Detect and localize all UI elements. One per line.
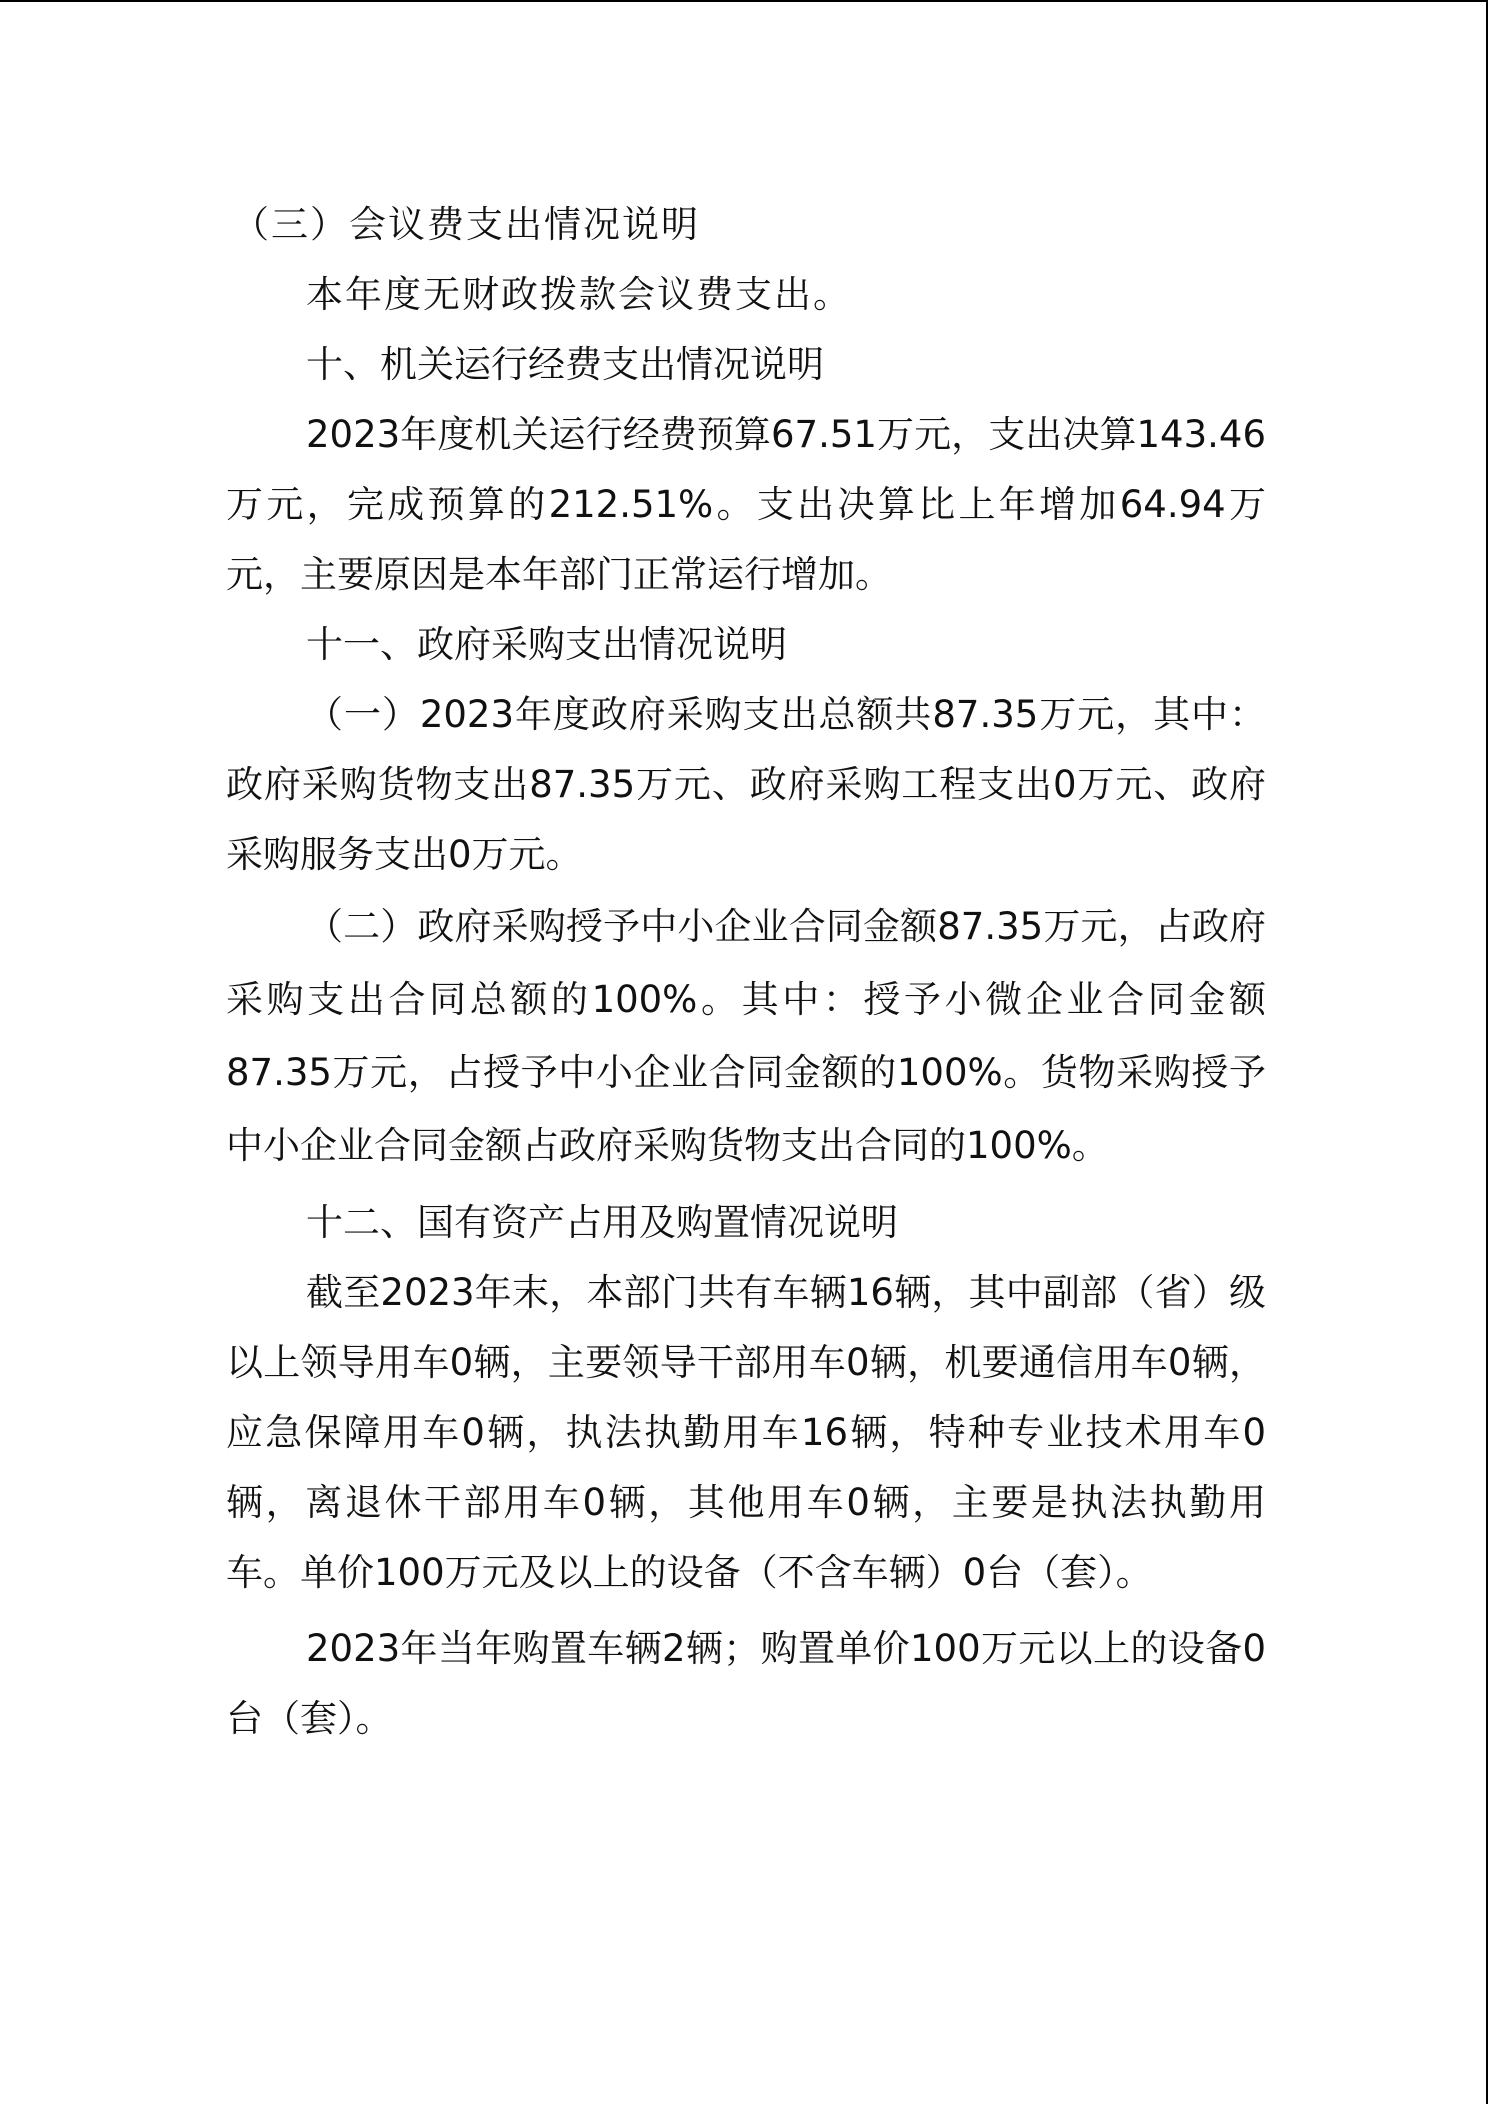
document-page	[226, 190, 1266, 1754]
meeting-expense-body: 本年度无财政拨款会议费支出。	[306, 273, 852, 316]
operating-expense-heading: 十、机关运行经费支出情况说明	[306, 343, 824, 386]
procurement-sme-paragraph: （二）政府采购授予中小企业合同金额87.35万元，占政府采购支出合同总额的100%。其中：授予小微企业合同金额87.35万元，占授予中小企业合同金额的100%。货物采购授予中小企业合同金额占政府采购货物支出合同的100%。	[226, 905, 1266, 1167]
operating-expense-body: 2023年度机关运行经费预算67.51万元，支出决算143.46万元，完成预算的212.51%。支出决算比上年增加64.94万元，主要原因是本年部门正常运行增加。	[226, 413, 1266, 596]
assets-purchase-paragraph: 2023年当年购置车辆2辆；购置单价100万元以上的设备0台（套）。	[226, 1627, 1266, 1740]
meeting-expense-heading: （三）会议费支出情况说明	[232, 203, 700, 246]
procurement-total-paragraph: （一）2023年度政府采购支出总额共87.35万元，其中：政府采购货物支出87.35万元、政府采购工程支出0万元、政府采购服务支出0万元。	[226, 693, 1266, 876]
assets-heading: 十二、国有资产占用及购置情况说明	[306, 1201, 898, 1244]
assets-vehicles-paragraph: 截至2023年末，本部门共有车辆16辆，其中副部（省）级以上领导用车0辆，主要领导干部用车0辆，机要通信用车0辆，应急保障用车0辆，执法执勤用车16辆，特种专业技术用车0辆，离退休干部用车0辆，其他用车0辆，主要是执法执勤用车。单价100万元及以上的设备（不含车辆）0台（套）。	[226, 1271, 1266, 1594]
procurement-heading: 十一、政府采购支出情况说明	[306, 623, 787, 666]
page-border-top	[0, 0, 1488, 2]
